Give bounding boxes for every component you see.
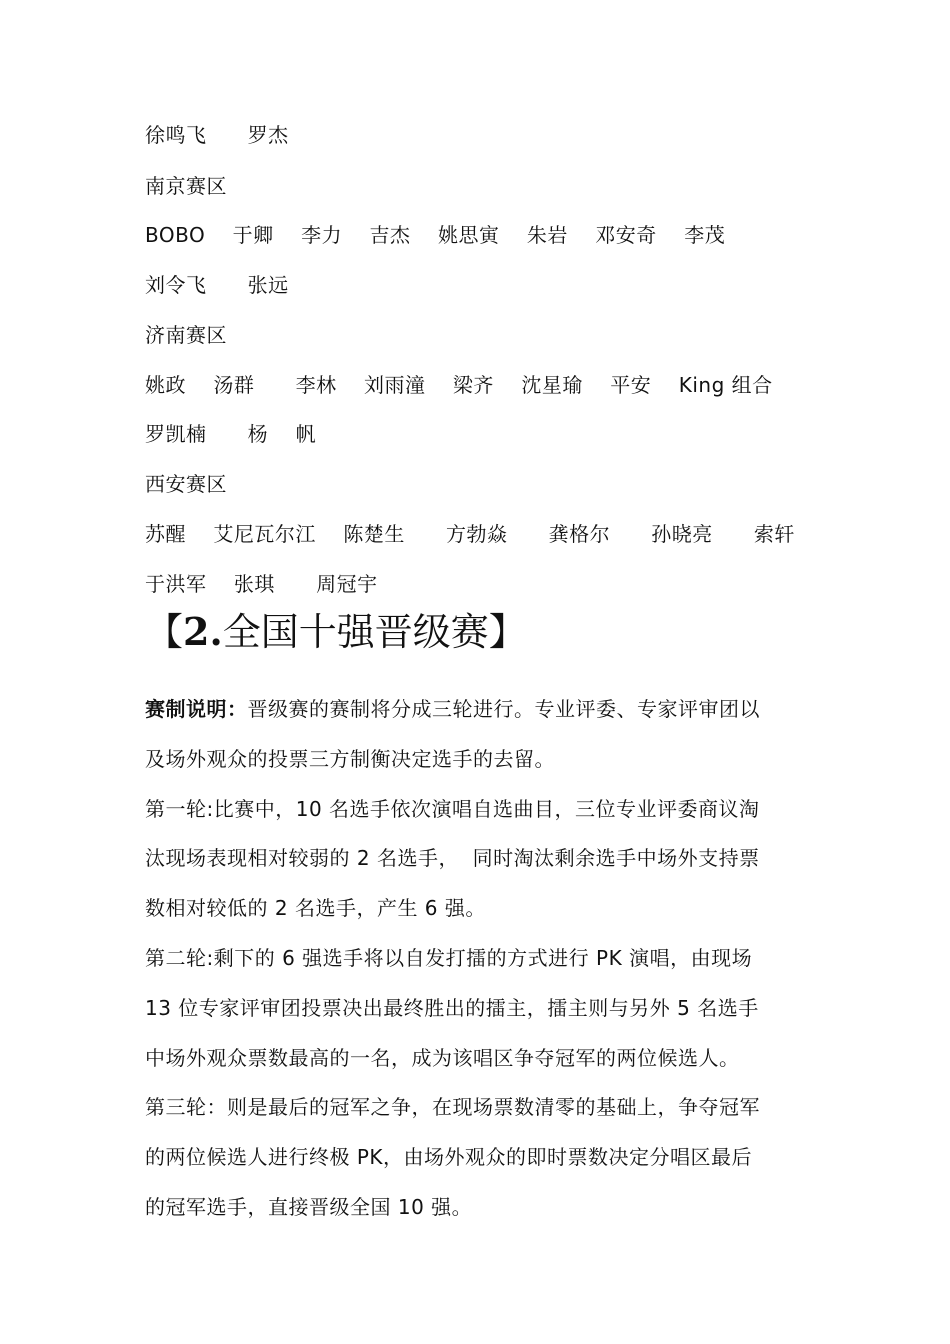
rules-line: 13 位专家评审团投票决出最终胜出的擂主，擂主则与另外 5 名选手	[145, 996, 759, 1020]
region-title-nanjing: 南京赛区	[145, 174, 227, 198]
rules-intro-line: 及场外观众的投票三方制衡决定选手的去留。	[145, 747, 555, 771]
rules-line: 的两位候选人进行终极 PK，由场外观众的即时票数决定分唱区最后	[145, 1145, 753, 1169]
rules-line: 的冠军选手，直接晋级全国 10 强。	[145, 1195, 473, 1219]
rules-line: 第二轮:剩下的 6 强选手将以自发打擂的方式进行 PK 演唱，由现场	[145, 946, 753, 970]
heading-number: 2.	[183, 609, 223, 654]
contestant-line: BOBO 于卿 李力 吉杰 姚思寅 朱岩 邓安奇 李茂	[145, 223, 726, 247]
region-title-jinan: 济南赛区	[145, 323, 227, 347]
contestant-line: 苏醒 艾尼瓦尔江 陈楚生 方勃焱 龚格尔 孙晓亮 索轩	[145, 522, 795, 546]
rules-line: 数相对较低的 2 名选手，产生 6 强。	[145, 896, 486, 920]
rules-line: 第一轮:比赛中，10 名选手依次演唱自选曲目，三位专业评委商议淘	[145, 797, 760, 821]
contestant-line: 刘令飞 张远	[145, 273, 289, 297]
rules-line: 第三轮：则是最后的冠军之争，在现场票数清零的基础上，争夺冠军	[145, 1095, 760, 1119]
contestant-line: 于洪军 张琪 周冠宇	[145, 572, 378, 596]
rules-intro-label: 赛制说明：	[145, 697, 248, 721]
region-title-xian: 西安赛区	[145, 472, 227, 496]
contestant-line: 罗凯楠 杨 帆	[145, 422, 317, 446]
rules-intro-line	[145, 689, 760, 729]
contestant-line: 徐鸣飞 罗杰	[145, 123, 289, 147]
heading-title: 全国十强晋级赛	[222, 610, 489, 654]
section-heading	[145, 604, 527, 660]
rules-line: 中场外观众票数最高的一名，成为该唱区争夺冠军的两位候选人。	[145, 1046, 740, 1070]
rules-line: 汰现场表现相对较弱的 2 名选手， 同时淘汰剩余选手中场外支持票	[145, 846, 760, 870]
contestant-line: 姚政 汤群 李林 刘雨潼 梁齐 沈星瑜 平安 King 组合	[145, 373, 773, 397]
heading-bracket-close: 】	[488, 610, 527, 654]
heading-bracket-open: 【	[145, 610, 184, 654]
rules-intro-text: 晋级赛的赛制将分成三轮进行。专业评委、专家评审团以	[247, 697, 760, 721]
